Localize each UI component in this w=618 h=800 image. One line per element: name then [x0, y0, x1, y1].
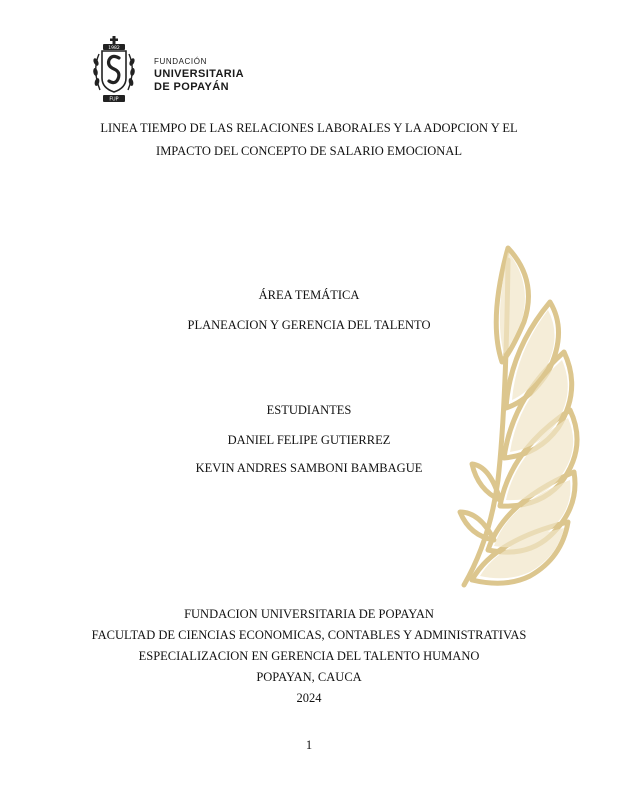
laurel-leaf-decoration	[450, 240, 590, 595]
document-title-line-1: LINEA TIEMPO DE LAS RELACIONES LABORALES Y LA ADOPCION Y EL	[100, 121, 518, 135]
students-heading: ESTUDIANTES	[266, 403, 352, 417]
university-crest-icon	[90, 36, 138, 106]
logo-city-label: DE POPAYÁN	[154, 81, 229, 93]
area-heading: ÁREA TEMÁTICA	[258, 288, 360, 302]
logo-university-label: UNIVERSITARIA	[154, 68, 244, 80]
faculty-name: FACULTAD DE CIENCIAS ECONOMICAS, CONTABLES Y ADMINISTRATIVAS	[91, 628, 527, 642]
year: 2024	[296, 691, 322, 705]
page-number: 1	[305, 738, 313, 752]
logo-text	[154, 56, 244, 94]
document-title-line-2: IMPACTO DEL CONCEPTO DE SALARIO EMOCIONAL	[156, 144, 462, 158]
logo-foundation-label: FUNDACIÓN	[154, 57, 207, 66]
student-name: DANIEL FELIPE GUTIERREZ	[227, 433, 391, 447]
area-value: PLANEACION Y GERENCIA DEL TALENTO	[187, 318, 431, 332]
program-name: ESPECIALIZACION EN GERENCIA DEL TALENTO HUMANO	[138, 649, 480, 663]
institution-name: FUNDACION UNIVERSITARIA DE POPAYAN	[184, 607, 434, 621]
svg-text:1982: 1982	[108, 45, 120, 51]
university-logo	[90, 36, 250, 106]
location: POPAYAN, CAUCA	[256, 670, 362, 684]
student-name: KEVIN ANDRES SAMBONI BAMBAGUE	[195, 461, 423, 475]
svg-text:FUP: FUP	[109, 97, 119, 103]
